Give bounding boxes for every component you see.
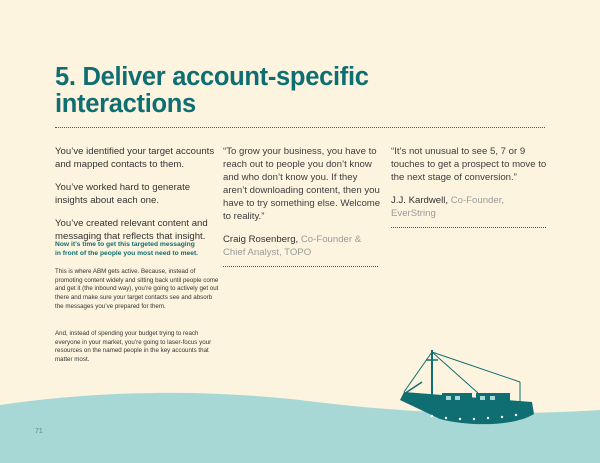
intro-paragraph-3: You’ve created relevant content and messaging that reflects that insight. (55, 218, 208, 242)
section-title (55, 64, 375, 118)
quote-attribution (223, 233, 383, 259)
quote-author-role: Co-Founder & Chief Analyst, TOPO (223, 234, 362, 258)
page-number: 71 (35, 428, 43, 435)
quote-text: “To grow your business, you have to reach out to people you don’t know and who don’t know you. If they aren’t downloading content, then you have to try something else. Welcome to reality.” (223, 146, 381, 222)
quote-text: “It’s not unusual to see 5, 7 or 9 touches to get a prospect to move to the next stage of conversion.” (391, 146, 547, 183)
body-paragraph-1: This is where ABM gets active. Because, instead of promoting content widely and sitting back until people come and get it (the inbound way), you’re going to actively get out there and make sure your target contacts see and absorb the messages you’ve prepared for them. (55, 268, 219, 310)
title-divider (55, 127, 545, 128)
quote-attribution (391, 194, 551, 220)
title-line-2: interactions (55, 90, 196, 118)
lead-statement (55, 240, 220, 258)
quote-author-name: Craig Rosenberg, (223, 234, 299, 245)
intro-paragraph-2: You’ve worked hard to generate insights about each one. (55, 182, 191, 206)
quote-divider (391, 227, 546, 228)
intro-column (55, 145, 220, 253)
body-paragraph-2: And, instead of spending your budget trying to reach everyone in your market, you’re going to laser-focus your resources on the named people in the key accounts that matter most. (55, 330, 212, 364)
lead-line-2: in front of the people you most need to meet. (55, 250, 199, 257)
intro-paragraph-1: You’ve identified your target accounts and mapped contacts to them. (55, 146, 215, 170)
quote-rosenberg (223, 145, 383, 267)
quote-kardwell (391, 145, 551, 228)
quote-divider (223, 266, 378, 267)
title-line-1: 5. Deliver account-specific (55, 63, 369, 91)
quote-author-name: J.J. Kardwell, (391, 195, 449, 206)
quote-author-role: Co-Founder, EverString (391, 195, 505, 219)
lead-line-1: Now it’s time to get this targeted messaging (55, 241, 195, 248)
